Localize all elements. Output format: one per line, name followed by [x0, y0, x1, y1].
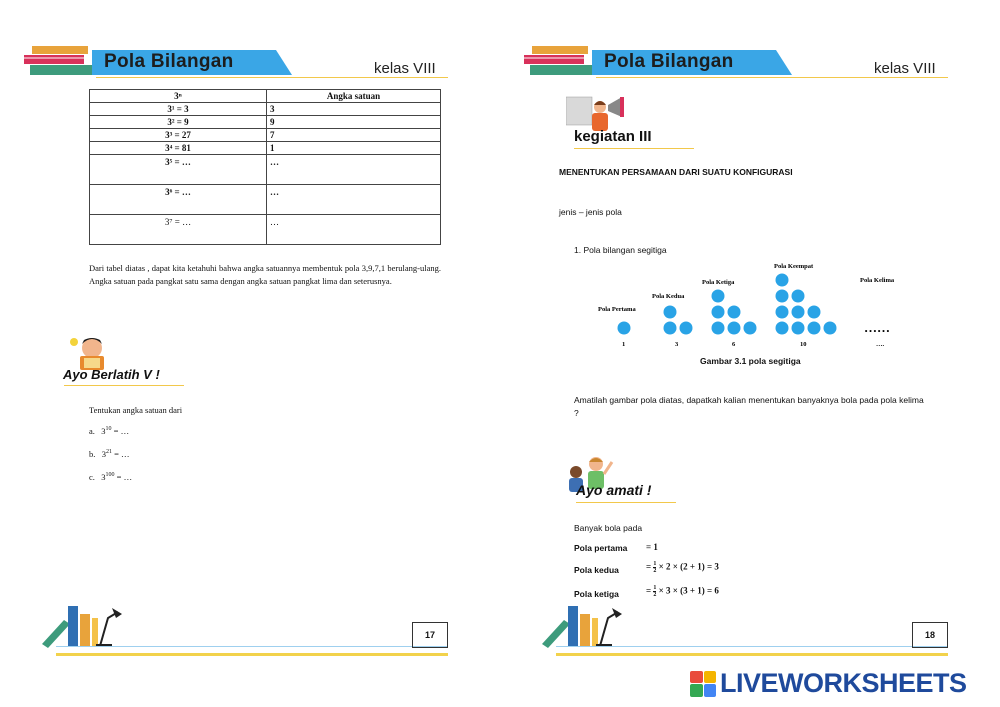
books-stack-icon	[24, 46, 96, 78]
table-row	[90, 103, 441, 116]
count-label: 10	[800, 341, 807, 348]
pattern-dot	[824, 322, 837, 335]
exercise-title: Ayo Berlatih V !	[63, 367, 160, 382]
exercise-item-c[interactable]: c. $3^{100}$ = …	[89, 472, 133, 482]
header-grade: kelas VIII	[874, 60, 936, 77]
header-title: Pola Bilangan	[604, 51, 734, 72]
power-cell: 3³ = 27	[90, 129, 267, 142]
pattern-dot	[618, 322, 631, 335]
pattern-name: Pola ketiga	[574, 589, 619, 599]
pattern-dot	[776, 290, 789, 303]
figure-label: Pola Kelima	[860, 277, 895, 284]
liveworksheets-logo[interactable]	[690, 668, 967, 699]
pattern-dot	[792, 290, 805, 303]
pattern-dot	[808, 306, 821, 319]
pattern-dot	[712, 306, 725, 319]
digit-cell: 7	[267, 129, 441, 142]
count-label: 3	[675, 341, 679, 348]
exercise-intro: Tentukan angka satuan dari	[89, 405, 183, 415]
pattern-dot	[808, 322, 821, 335]
digit-cell: 1	[267, 142, 441, 155]
pattern-dot	[728, 322, 741, 335]
pattern-dot	[776, 322, 789, 335]
exercise-divider	[64, 385, 184, 386]
observe-title: Ayo amati !	[576, 482, 652, 498]
power-cell: 3⁴ = 81	[90, 142, 267, 155]
table-row	[90, 155, 441, 185]
pattern-name: Pola kedua	[574, 565, 619, 575]
pattern-dot	[680, 322, 693, 335]
pattern-dot	[776, 274, 789, 287]
pattern-equation: = $\frac{1}{2}$ × 2 × (2 + 1) = 3	[646, 561, 719, 574]
page-number: 18	[912, 622, 948, 648]
pattern-dot	[712, 290, 725, 303]
figure-label: Pola Keempat	[774, 263, 814, 270]
table-row	[90, 142, 441, 155]
fraction: $\frac{1}{2}$	[653, 561, 657, 574]
power-cell: 3² = 9	[90, 116, 267, 129]
footer-books-lamp-icon	[42, 604, 122, 650]
pattern-dot	[664, 306, 677, 319]
footer-line	[56, 646, 448, 647]
pattern-dot	[664, 322, 677, 335]
activity-divider	[574, 148, 694, 149]
power-cell: 3⁶ = …	[90, 185, 267, 215]
pattern-dot	[792, 322, 805, 335]
page-18	[500, 0, 1000, 707]
page-number: 17	[412, 622, 448, 648]
pattern-name: Pola pertama	[574, 543, 628, 553]
exercise-item-b[interactable]: b. $3^{21}$ = …	[89, 449, 130, 459]
books-stack-icon	[524, 46, 596, 78]
section-heading: MENENTUKAN PERSAMAAN DARI SUATU KONFIGURASI	[559, 167, 793, 177]
digit-input[interactable]: …	[267, 215, 441, 245]
table-row	[90, 116, 441, 129]
power-table	[89, 89, 441, 245]
list-item-triangle: 1. Pola bilangan segitiga	[574, 245, 667, 255]
header-grade: kelas VIII	[374, 60, 436, 77]
count-label: 6	[732, 341, 736, 348]
table-header-power: 3ⁿ	[90, 90, 267, 103]
pattern-types-subheading: jenis – jenis pola	[559, 207, 622, 217]
fraction: $\frac{1}{2}$	[653, 585, 657, 598]
pattern-dot	[712, 322, 725, 335]
digit-input[interactable]: …	[267, 155, 441, 185]
observe-divider	[576, 502, 676, 503]
fifth-pattern-question: Amatilah gambar pola diatas, dapatkah kalian menentukan banyaknya bola pada pola kelima ?	[574, 395, 924, 418]
figure-label: Pola Kedua	[652, 293, 685, 300]
digit-cell: 9	[267, 116, 441, 129]
power-cell: 3⁵ = …	[90, 155, 267, 185]
digit-cell: 3	[267, 103, 441, 116]
pattern-dot	[728, 306, 741, 319]
header-title: Pola Bilangan	[104, 51, 234, 72]
header-divider	[596, 77, 948, 78]
footer-line	[56, 653, 448, 656]
liveworksheets-logo-icon	[690, 671, 716, 697]
explanation-paragraph: Dari tabel diatas , dapat kita ketahuhi bahwa angka satuannya membentuk pola 3,9,7,1 berulang-ulang. Angka satuan pada pangkat satu sama dengan angka satuan pangkat lima dan seterusnya.	[89, 263, 441, 286]
figure-label: Pola Ketiga	[702, 279, 735, 286]
digit-input[interactable]: …	[267, 185, 441, 215]
count-label: ….	[876, 341, 885, 348]
observe-intro: Banyak bola pada	[574, 523, 643, 533]
table-row	[90, 185, 441, 215]
footer-books-lamp-icon	[542, 604, 622, 650]
brand-name: LIVEWORKSHEETS	[720, 668, 967, 698]
footer-line	[556, 646, 948, 647]
continuation-dots: ……	[864, 320, 890, 335]
figure-caption: Gambar 3.1 pola segitiga	[700, 356, 801, 366]
pattern-equation: = $\frac{1}{2}$ × 3 × (3 + 1) = 6	[646, 585, 719, 598]
table-header-digit: Angka satuan	[267, 90, 441, 103]
footer-line	[556, 653, 948, 656]
exercise-item-a[interactable]: a. $3^{10}$ = …	[89, 426, 130, 436]
pattern-equation: = 1	[646, 542, 658, 552]
pattern-dot	[744, 322, 757, 335]
figure-label: Pola Pertama	[598, 306, 636, 313]
table-row	[90, 129, 441, 142]
activity-title: kegiatan III	[574, 128, 652, 145]
pattern-dot	[792, 306, 805, 319]
table-row	[90, 215, 441, 245]
count-label: 1	[622, 341, 626, 348]
triangle-pattern-figure	[590, 258, 920, 358]
power-cell: 3¹ = 3	[90, 103, 267, 116]
power-cell: 3⁷ = …	[90, 215, 267, 245]
header-divider	[96, 77, 448, 78]
pattern-dot	[776, 306, 789, 319]
